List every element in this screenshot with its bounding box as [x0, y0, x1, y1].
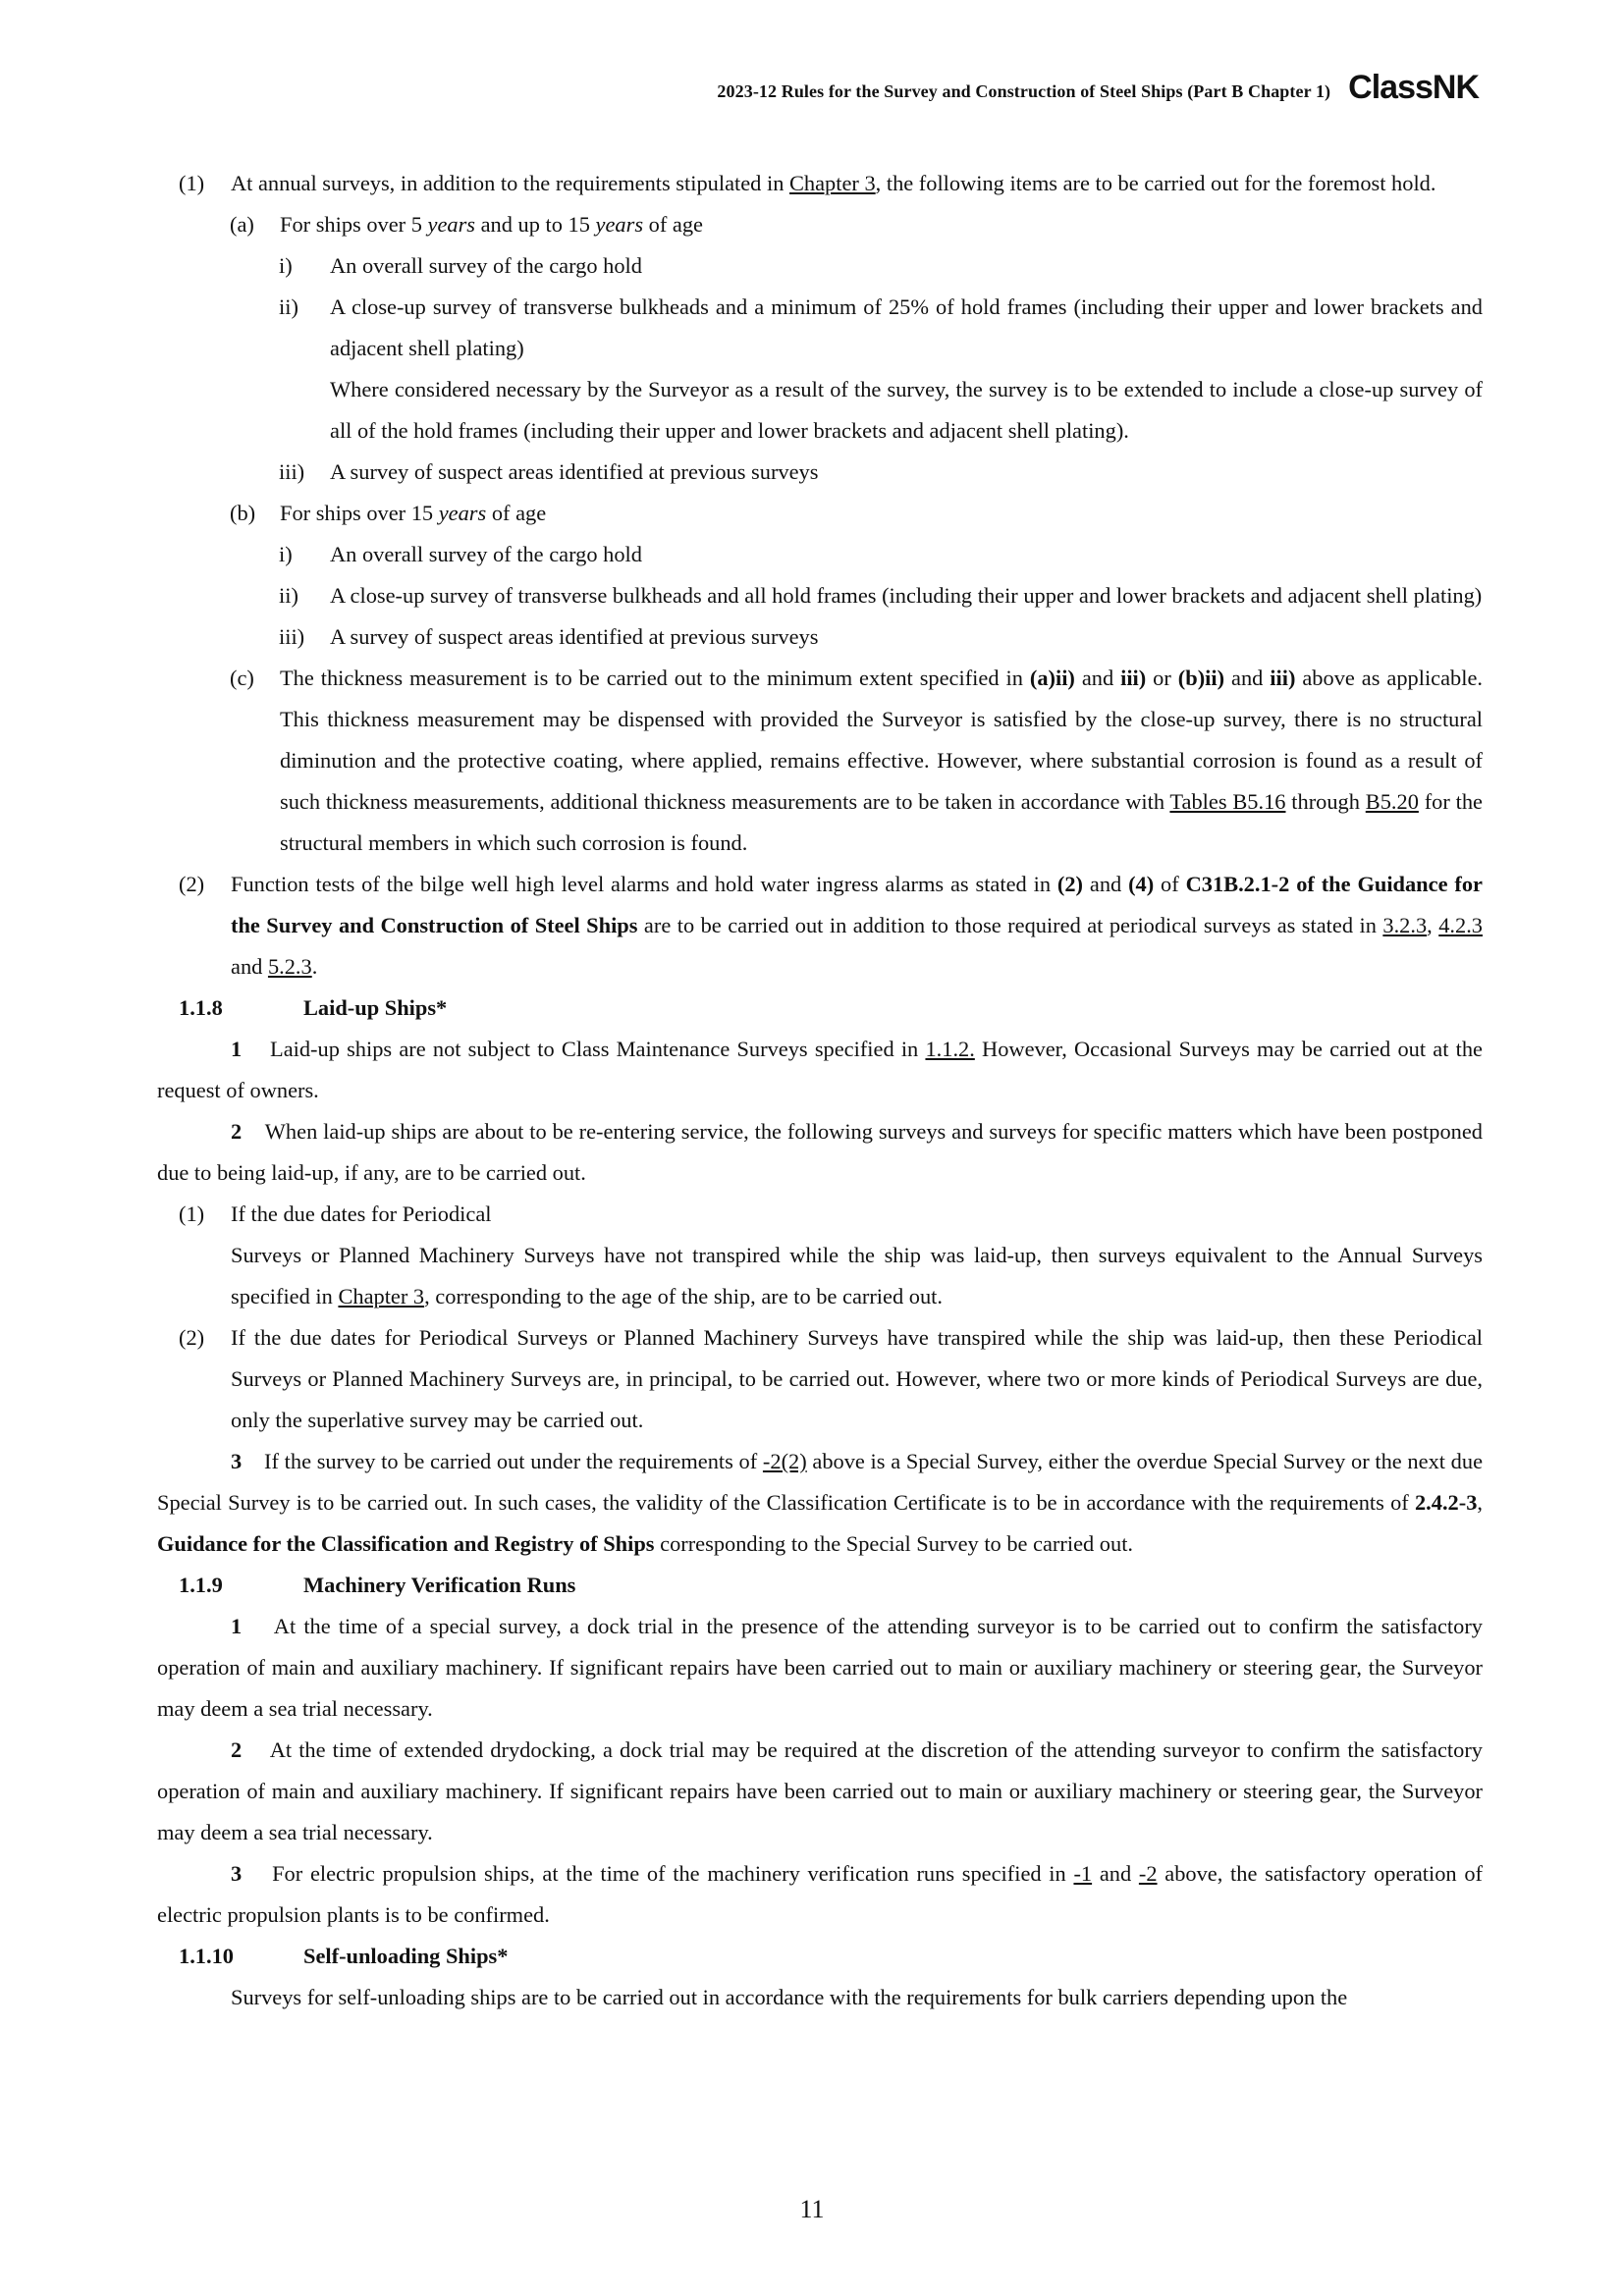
link-4-2-3[interactable]: 4.2.3: [1438, 913, 1483, 937]
text: An overall survey of the cargo hold: [330, 253, 642, 278]
text: Laid-up ships are not subject to Class Maintenance Surveys specified in: [270, 1037, 926, 1061]
text: through: [1285, 789, 1366, 814]
page-header: [717, 69, 1479, 106]
text: A close-up survey of transverse bulkheads and all hold frames (including their upper and lower brackets and adjacent shell plating): [330, 583, 1483, 608]
item-label: ii): [279, 294, 298, 319]
item-1b-ii: [157, 575, 1483, 616]
document-body: [157, 163, 1483, 2018]
item-label: (b): [230, 501, 256, 525]
text-bold: (2): [1056, 872, 1083, 896]
section-heading-1-1-9: [157, 1565, 1483, 1606]
text: If the survey to be carried out under the requirements of: [264, 1449, 763, 1473]
text: and: [1074, 666, 1121, 690]
paragraph-number: 2: [231, 1737, 243, 1762]
item-1b: [157, 493, 1483, 534]
text-bold: (b)ii): [1177, 666, 1225, 690]
text: For ships over 15: [280, 501, 439, 525]
text: and: [231, 954, 268, 979]
paragraph-1-1-9-2: [157, 1730, 1483, 1853]
link-3-2-3[interactable]: 3.2.3: [1382, 913, 1428, 937]
text: For electric propulsion ships, at the time of the machinery verification runs specified in: [272, 1861, 1074, 1886]
text: and: [1092, 1861, 1139, 1886]
item-label: (2): [179, 872, 205, 896]
paragraph-1-1-9-3: [157, 1853, 1483, 1936]
section-number: 1.1.8: [179, 995, 223, 1020]
text-bold: Guidance for the Classification and Registry of Ships: [157, 1531, 655, 1556]
text: At annual surveys, in addition to the requirements stipulated in: [231, 171, 789, 195]
text: and: [1083, 872, 1129, 896]
text: corresponding to the Special Survey to be carried out.: [654, 1531, 1134, 1556]
section-title: Self-unloading Ships*: [303, 1944, 509, 1968]
link-minus-2-2[interactable]: -2(2): [762, 1449, 807, 1473]
item-1-1-8-2-2: [157, 1317, 1483, 1441]
item-1b-i: [157, 534, 1483, 575]
item-1-1-8-2-1: [157, 1194, 1483, 1317]
text: , the following items are to be carried out for the foremost hold.: [875, 171, 1436, 195]
item-label: i): [279, 253, 293, 278]
item-label: (a): [230, 212, 254, 237]
item-2: [157, 864, 1483, 988]
section-number: 1.1.9: [179, 1573, 223, 1597]
text: A survey of suspect areas identified at previous surveys: [330, 624, 819, 649]
text: or: [1146, 666, 1178, 690]
text-italic: years: [438, 501, 487, 525]
text: Surveys or Planned Machinery Surveys have not transpired while the ship was laid-up, then surveys equivalent to the Annual Surveys specified in: [231, 1243, 1483, 1308]
item-label: iii): [279, 624, 305, 649]
section-number: 1.1.10: [179, 1944, 234, 1968]
text-bold: iii): [1270, 666, 1296, 690]
page-number: 11: [799, 2195, 825, 2223]
item-1a-ii: [157, 287, 1483, 369]
text: If the due dates for Periodical: [231, 1201, 492, 1226]
text: are to be carried out in addition to those required at periodical surveys as stated in: [637, 913, 1383, 937]
text: An overall survey of the cargo hold: [330, 542, 642, 566]
item-1a-iii: [157, 452, 1483, 493]
text: A close-up survey of transverse bulkheads and a minimum of 25% of hold frames (including their upper and lower brackets and adjacent shell plating): [330, 294, 1483, 360]
link-minus-1[interactable]: -1: [1073, 1861, 1093, 1886]
text: and: [1224, 666, 1271, 690]
item-1c: [157, 658, 1483, 864]
paragraph-number: 2: [231, 1119, 243, 1144]
text: above as applicable. This thickness measurement may be dispensed with provided the Surveyor is satisfied by the close-up survey, there is no structural diminution and the protective coating, where applied, remains effective. However, where substantial corrosion is found as a result of such thickness measurements, additional thickness measurements are to be taken in accordance with: [280, 666, 1483, 814]
text: However, Occasional Surveys may be carried out at the request of owners.: [157, 1037, 1483, 1102]
item-label: (2): [179, 1325, 205, 1350]
link-chapter-3[interactable]: Chapter 3: [338, 1284, 425, 1308]
link-b5-20[interactable]: B5.20: [1365, 789, 1419, 814]
link-5-2-3[interactable]: 5.2.3: [267, 954, 312, 979]
paragraph-number: 1: [231, 1037, 243, 1061]
paragraph-1-1-8-1: [157, 1029, 1483, 1111]
paragraph-1-1-10-1: Surveys for self-unloading ships are to be carried out in accordance with the requirements for bulk carriers depending upon the: [231, 1985, 1348, 2009]
text: A survey of suspect areas identified at previous surveys: [330, 459, 819, 484]
text: ,: [1477, 1490, 1483, 1515]
text: Function tests of the bilge well high level alarms and hold water ingress alarms as stated in: [231, 872, 1057, 896]
section-title: Laid-up Ships*: [303, 995, 448, 1020]
link-chapter-3[interactable]: Chapter 3: [788, 171, 876, 195]
paragraph-number: 3: [231, 1861, 243, 1886]
text-bold: (4): [1128, 872, 1155, 896]
text: of age: [486, 501, 547, 525]
paragraph-1-1-9-1: [157, 1606, 1483, 1730]
text: of age: [643, 212, 703, 237]
text: At the time of extended drydocking, a dock trial may be required at the discretion of the attending surveyor to confirm the satisfactory operation of main and auxiliary machinery. If significant repairs have been carried out to main or auxiliary machinery or steering gear, the Surveyor may deem a sea trial necessary.: [157, 1737, 1484, 1844]
item-1a: [157, 204, 1483, 245]
text: of: [1154, 872, 1186, 896]
paragraph-1-1-8-3: [157, 1441, 1483, 1565]
link-1-1-2[interactable]: 1.1.2.: [925, 1037, 975, 1061]
item-1: [157, 163, 1483, 204]
paragraph-1-1-8-2: [157, 1111, 1483, 1194]
paragraph-number: 1: [231, 1614, 243, 1638]
text: When laid-up ships are about to be re-entering service, the following surveys and surveys for specific matters which have been postponed due to being laid-up, if any, are to be carried out.: [157, 1119, 1483, 1185]
text: above, the satisfactory operation of electric propulsion plants is to be confirmed.: [157, 1861, 1483, 1927]
text-bold: iii): [1120, 666, 1147, 690]
text: For ships over 5: [280, 212, 428, 237]
text: The thickness measurement is to be carried out to the minimum extent specified in: [280, 666, 1030, 690]
item-label: (1): [179, 171, 205, 195]
item-1a-ii-continuation: Where considered necessary by the Surveyor as a result of the survey, the survey is to be extended to include a close-up survey of all of the hold frames (including their upper and lower brackets and adjacent shell plating).: [330, 377, 1483, 443]
text: , corresponding to the age of the ship, are to be carried out.: [424, 1284, 943, 1308]
paragraph-number: 3: [231, 1449, 243, 1473]
classnk-logo: ClassNK: [1348, 69, 1479, 106]
item-label: i): [279, 542, 293, 566]
item-1a-i: [157, 245, 1483, 287]
item-label: ii): [279, 583, 298, 608]
item-label: iii): [279, 459, 305, 484]
item-label: (1): [179, 1201, 205, 1226]
text-italic: years: [427, 212, 476, 237]
text: .: [311, 954, 318, 979]
text: for the structural members in which such corrosion is found.: [280, 789, 1483, 855]
link-minus-2[interactable]: -2: [1138, 1861, 1158, 1886]
section-heading-1-1-10: [157, 1936, 1483, 1977]
text-bold: 2.4.2-3: [1414, 1490, 1478, 1515]
item-1b-iii: [157, 616, 1483, 658]
text: If the due dates for Periodical Surveys or Planned Machinery Surveys have transpired while the ship was laid-up, then these Periodical Surveys or Planned Machinery Surveys are, in principal, to be carried out. However, where two or more kinds of Periodical Surveys are due, only the superlative survey may be carried out.: [231, 1325, 1483, 1432]
section-title: Machinery Verification Runs: [303, 1573, 576, 1597]
text: At the time of a special survey, a dock trial in the presence of the attending surveyor is to be carried out to confirm the satisfactory operation of main and auxiliary machinery. If significant repairs have been carried out to main or auxiliary machinery or steering gear, the Surveyor may deem a sea trial necessary.: [157, 1614, 1483, 1721]
section-heading-1-1-8: [157, 988, 1483, 1029]
text-bold: (a)ii): [1029, 666, 1075, 690]
header-title: 2023-12 Rules for the Survey and Construction of Steel Ships (Part B Chapter 1): [717, 81, 1331, 101]
text-italic: years: [595, 212, 644, 237]
text-bold: C31B.2.1-2 of the Guidance for the Survey and Construction of Steel Ships: [231, 872, 1483, 937]
item-label: (c): [230, 666, 254, 690]
text: and up to 15: [475, 212, 596, 237]
text: above is a Special Survey, either the overdue Special Survey or the next due Special Survey is to be carried out. In such cases, the validity of the Classification Certificate is to be in accordance with the requirements of: [157, 1449, 1484, 1515]
link-tables-b5-16[interactable]: Tables B5.16: [1169, 789, 1286, 814]
text: ,: [1427, 913, 1439, 937]
